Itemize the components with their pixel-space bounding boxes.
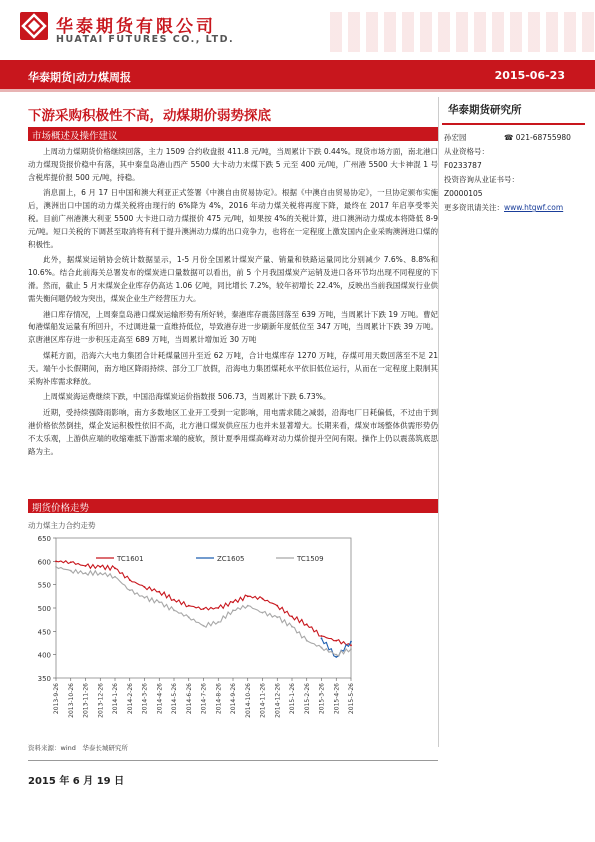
y-tick-label: 450 [37,628,51,637]
data-point [203,608,205,610]
x-tick-label: 2014-12-26 [274,683,282,718]
data-point [321,647,323,649]
report-body [28,146,438,461]
x-tick-label: 2015-1-26 [289,683,296,715]
x-tick-label: 2014-5-26 [171,683,178,715]
data-point [247,595,249,597]
report-banner [0,60,595,92]
column-divider [438,97,439,747]
phone-row [504,131,571,145]
x-tick-label: 2014-4-26 [156,683,164,715]
company-name-cn: 华泰期货有限公司 [56,17,216,37]
data-point [321,635,323,637]
x-tick-label: 2014-6-26 [185,683,193,715]
x-tick-label: 2014-2-26 [126,683,134,715]
company-logo-icon [20,12,48,40]
data-point [188,616,190,618]
invest-cert-number: Z0000105 [444,189,483,198]
series-line-tc1509 [56,567,351,656]
data-point [335,654,337,656]
data-point [217,621,219,623]
data-point [203,625,205,627]
data-point [129,589,131,591]
legend-label: TC1601 [117,555,144,563]
y-tick-label: 600 [37,558,51,567]
y-tick-label: 500 [37,605,51,613]
data-point [55,560,57,562]
data-point [276,605,278,607]
data-point [350,641,352,643]
data-point [306,640,308,642]
data-point [70,561,72,563]
data-source: 资料来源：wind 华泰长城研究所 [28,744,128,752]
paragraph: 此外，据煤炭运销协会统计数据显示，1-5 月份全国累计煤炭产量、销量和铁路运量同比分别减少 7.6%、8.8%和 10.6%。结合此前海关总署发布的煤炭进口量数据可以看出，前 5 个月我国煤炭产运销及进口各环节均出现不同程度的下滑。然而，截止 5 月末煤炭企业库存仍高达 1.06 亿吨，同比增长 7.2%，较年初增长 22.4%，反映出当前我国煤炭行业供需失衡问题仍较为突出，煤炭企业生产经营压力大。 [28,255,438,303]
phone-icon: ☎ [504,133,514,142]
data-point [129,579,131,581]
data-point [70,570,72,572]
data-point [321,637,323,639]
y-tick-label: 550 [37,581,51,590]
report-date: 2015-06-23 [494,69,565,82]
institute-name: 华泰期货研究所 [442,100,585,125]
x-tick-label: 2013-10-26 [67,683,75,718]
data-point [217,607,219,609]
paragraph: 消息面上，6 月 17 日中国和澳大利亚正式签署《中澳自由贸易协定》。根据《中澳自由贸易协定》，一旦协定颁布实施后，澳洲出口中国的动力煤关税将由现行的 6%降为 4%，2016 年动力煤关税将再度下降，最终在 2017 年启享受零关税。目前广州港澳大利亚 5500 大卡进口动力煤报价 475 元/吨，如果按 4%的关税计算，进口澳洲动力煤成本将降低 8-9 元/吨。短口关税的下调甚至取消将有利于提升澳洲动力煤的出口竞争力，也将在一定程度上激发国内企业采购澳洲进口煤的积极性。 [28,188,438,249]
y-tick-label: 350 [37,675,51,683]
x-tick-label: 2013-12-26 [97,683,105,718]
chart-title: 动力煤主力合约走势 [28,521,96,530]
data-point [291,616,293,618]
section-market-overview [28,127,438,141]
data-point [114,576,116,578]
logo-glyph-icon [20,12,48,40]
x-tick-label: 2014-1-26 [112,683,119,715]
data-point [158,591,160,593]
analyst-row [442,131,585,145]
data-point [335,656,337,658]
footer-divider [28,760,438,761]
data-point [350,644,352,646]
paragraph: 港口库存情况，上周秦皇岛港口煤炭运输形势有所好转，秦港库存震荡回落至 639 万吨，当周累计下跌 19 万吨。曹妃甸港煤船发运量有所回升，不过调进量一直维持低位，导致港存进一步刷新年度低位至 347 万吨，当周累计下跌 39 万吨。京唐港区库存进一步积压走高至 689 万吨，当周累计增加近 30 万吨 [28,309,438,345]
data-point [335,640,337,642]
data-point [262,598,264,600]
data-point [232,609,234,611]
x-tick-label: 2014-3-26 [141,683,149,715]
data-point [99,566,101,568]
data-point [144,586,146,588]
data-point [85,572,87,574]
data-point [188,605,190,607]
data-point [173,609,175,611]
data-point [144,597,146,599]
x-tick-label: 2015-3-26 [318,683,326,715]
cert-number: F0233787 [444,161,482,170]
more-info-row [442,201,585,215]
analyst-name: 孙宏园 [444,133,467,142]
x-tick-label: 2014-9-26 [230,683,237,715]
x-tick-label: 2013-11-26 [82,683,90,718]
data-point [262,612,264,614]
company-name-en: HUATAI FUTURES CO., LTD. [56,34,235,45]
x-tick-label: 2014-11-26 [259,683,267,718]
data-point [350,648,352,650]
section-title: 市场概述及操作建议 [32,131,118,142]
cert-label: 从业资格号： [444,147,489,156]
data-point [173,599,175,601]
analyst-phone: 021-68755980 [515,133,571,142]
data-point [114,567,116,569]
x-tick-label: 2015-2-26 [303,683,311,715]
section-futures-trend [28,499,438,513]
data-point [291,626,293,628]
x-tick-label: 2015-5-26 [348,683,355,715]
y-tick-label: 650 [37,535,51,543]
website-link[interactable]: www.htgwf.com [504,203,564,212]
data-point [85,565,87,567]
header-decoration [330,12,595,52]
section-title: 期货价格走势 [32,503,90,514]
more-info-label: 更多资讯请关注： [444,203,504,212]
x-tick-label: 2014-10-26 [244,683,252,718]
x-tick-label: 2014-7-26 [200,683,208,715]
paragraph: 上周动力煤期货价格继续回落，主力 1509 合约收盘报 411.8 元/吨，当周累计下跌 0.44%。现货市场方面，南北港口动力煤现货报价稳中有落，其中秦皇岛港山西产 5500 大卡动力末煤下跌 5 元至 400 元/吨，广州港 5500 大卡神混 1 号含税库提价报 500 元/吨，持稳。 [28,147,438,182]
data-point [55,566,57,568]
data-point [247,605,249,607]
y-tick-label: 400 [37,651,51,660]
data-point [306,623,308,625]
x-tick-label: 2015-4-26 [333,683,341,715]
futures-price-chart [28,530,358,740]
page-headline: 下游采购积极性不高，动煤期价弱势探底 [28,108,271,124]
report-title: 华泰期货|动力煤周报 [28,71,132,84]
data-point [99,572,101,574]
x-tick-label: 2014-8-26 [215,683,223,715]
paragraph: 上周煤炭海运费继续下跌，中国沿海煤炭运价指数报 506.73，当周累计下跌 6.73%。 [43,392,331,402]
footer-date: 2015 年 6 月 19 日 [28,776,125,787]
legend-label: TC1509 [297,555,324,563]
analyst-sidebar [442,100,585,215]
paragraph: 近期，受持续强降雨影响，南方多数地区工业开工受到一定影响，用电需求随之减弱，沿海电厂日耗偏低，不过由于到港价格依然倒挂，煤企发运积极性依旧不高，北方港口煤炭供应压力也并未显著增大。长期来看，煤炭市场整体供需形势仍不太乐观，上游供应端的收缩难抵下游需求端的疲软，预计夏季用煤高峰对动力煤价提升空间有限。操作上仍以震荡筑底思路为主。 [28,408,438,456]
x-tick-label: 2013-9-26 [53,683,60,715]
invest-cert-label: 投资咨询从业证书号： [444,175,519,184]
data-point [232,602,234,604]
legend-label: ZC1605 [217,555,245,563]
data-point [276,616,278,618]
data-point [158,602,160,604]
paragraph: 煤耗方面，沿海六大电力集团合计耗煤量回升至近 62 万吨，合计电煤库存 1270 万吨，存煤可用天数回落至不足 21 天。端午小长假期间，南方地区降雨持续、部分工厂放假，沿海电力集团煤耗水平依旧低位运行，从而在一定程度上限制其采购补库需求释放。 [28,350,438,386]
